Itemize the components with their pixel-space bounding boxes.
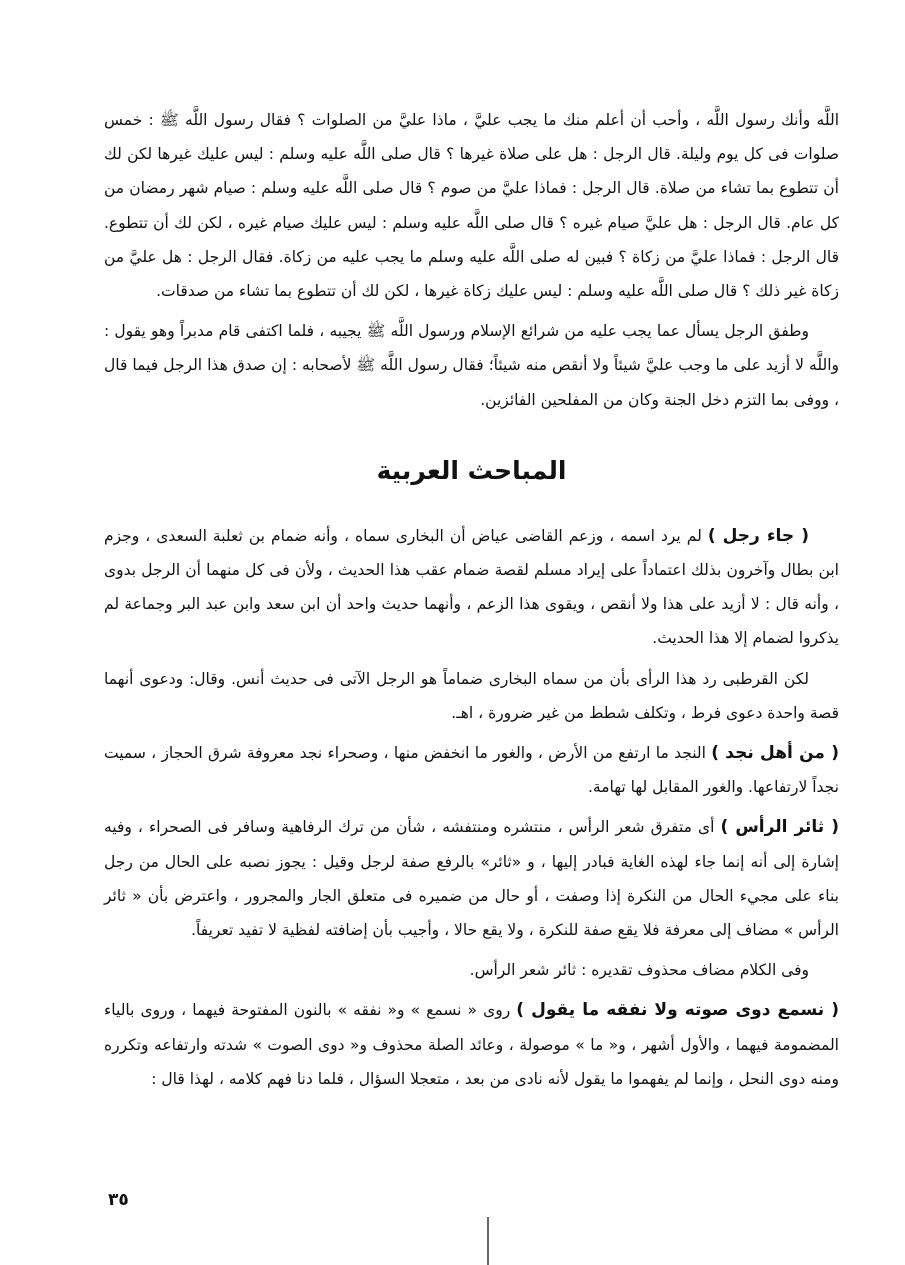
section-paragraph-qurtubi xyxy=(104,662,839,730)
intro-paragraph-1: اللَّه وأنك رسول اللَّه ، وأحب أن أعلم منك ما يجب عليَّ ، ماذا عليَّ من الصلوات ؟ فقال رسول اللَّه ﷺ : خمس صلوات فى كل يوم وليلة. قال الرجل : هل على صلاة غيرها ؟ قال صلى اللَّه عليه وسلم : ليس عليك غيرها لكن لك أن تتطوع بما تشاء من صلاة. قال الرجل : فماذا عليَّ من صوم ؟ قال صلى اللَّه عليه وسلم : صيام شهر رمضان من كل عام. قال الرجل : هل عليَّ صيام غيره ؟ قال صلى اللَّه عليه وسلم : ليس عليك صيام غيره ، لكن لك أن تتطوع. قال الرجل : فماذا عليَّ من زكاة ؟ فبين له صلى اللَّه عليه وسلم ما يجب عليه من زكاة. فقال الرجل : هل عليَّ من زكاة غير ذلك ؟ قال صلى اللَّه عليه وسلم : ليس عليك زكاة غيرها ، لكن لك أن تتطوع بما تشاء من صدقات. xyxy=(104,111,839,301)
page-number: ٣٥ xyxy=(108,1190,129,1210)
term-label: ( جاء رجل ) xyxy=(707,525,809,546)
intro-paragraph-2: وطفق الرجل يسأل عما يجب عليه من شرائع الإسلام ورسول اللَّه ﷺ يجيبه ، فلما اكتفى قام مدبراً وهو يقول : واللَّه لا أزيد على ما وجب عليَّ شيئاً ولا أنقص منه شيئاً؛ فقال رسول اللَّه ﷺ لأصحابه : إن صدق هذا الرجل فيما قال ، ووفى بما التزم دخل الجنة وكان من المفلحين الفائزين. xyxy=(104,322,839,409)
paragraph-text: لكن القرطبى رد هذا الرأى بأن من سماه البخارى ضماماً هو الرجل الآتى فى حديث أنس. وقال: ودعوى أنهما قصة واحدة دعوى فرط ، وتكلف شطط من غير ضرورة ، اهـ. xyxy=(104,669,839,722)
term-explanation: لم يرد اسمه ، وزعم القاضى عياض أن البخارى سماه ، وأنه ضمام بن ثعلبة السعدى ، وجزم ابن بطال وآخرون بذلك اعتماداً على إيراد مسلم لقصة ضمام عقب هذا الحديث ، ولأن فى كل منهما أن الرجل بدوى ، وأنه قال : لا أزيد على هذا ولا أنقص ، ويقوى هذا الزعم ، وأنهما حديث واحد أن ابن سعد وابن عبد البر وجماعة لم يذكروا لضمام إلا هذا الحديث. xyxy=(104,526,839,648)
term-label: ( من أهل نجد ) xyxy=(711,743,840,764)
section-paragraph-najd xyxy=(104,736,839,804)
term-explanation: روى « نسمع » و« نفقه » بالنون المفتوحة فيهما ، وروى بالياء المضمومة فيهما ، والأول أشهر ، و« ما » موصولة ، وعائد الصلة محذوف و« دوى الصوت » شدته وارتفاعه وتكرره ومنه دوى النحل ، وإنما لم يفهموا ما يقول لأنه نادى من بعد ، متعجلا السؤال ، فلما دنا فهم كلامه ، لهذا قال : xyxy=(104,1001,839,1088)
term-explanation: أى متفرق شعر الرأس ، منتشره ومنتفشه ، شأن من ترك الرفاهية وسافر فى الصحراء ، وفيه إشارة إلى أنه إنما جاء لهذه الغاية فبادر إليها ، و «ثائر» بالرفع صفة لرجل وقيل : يجوز نصبه على الحال من رجل بناء على مجيء الحال من النكرة إذا وصفت ، أو حال من ضميره فى متعلق الجار والمجرور ، واعترض بأن « ثائر الرأس » مضاف إلى معرفة فلا يقع صفة للنكرة ، ولا يقع حالا ، وأجيب بأن إضافته لفظية لا تفيد تعريفاً. xyxy=(104,818,839,940)
term-label: ( نسمع دوى صوته ولا نفقه ما يقول ) xyxy=(516,1000,839,1021)
paragraph-text: وفى الكلام مضاف محذوف تقديره : ثائر شعر الرأس. xyxy=(469,961,809,980)
section-paragraph-thaer-al-ras xyxy=(104,810,839,947)
section-paragraph-mudaf xyxy=(104,953,839,987)
document-page xyxy=(104,103,839,1096)
section-paragraph-came-a-man xyxy=(104,519,839,656)
section-paragraph-nasma xyxy=(104,993,839,1096)
term-label: ( ثائر الرأس ) xyxy=(720,817,839,838)
section-heading: المباحث العربية xyxy=(376,455,567,485)
term-explanation: النجد ما ارتفع من الأرض ، والغور ما انخفض منها ، وصحراء نجد معروفة شرق الحجاز ، سميت نجداً لارتفاعها. والغور المقابل لها تهامة. xyxy=(104,744,839,797)
gutter-divider xyxy=(487,1217,489,1265)
